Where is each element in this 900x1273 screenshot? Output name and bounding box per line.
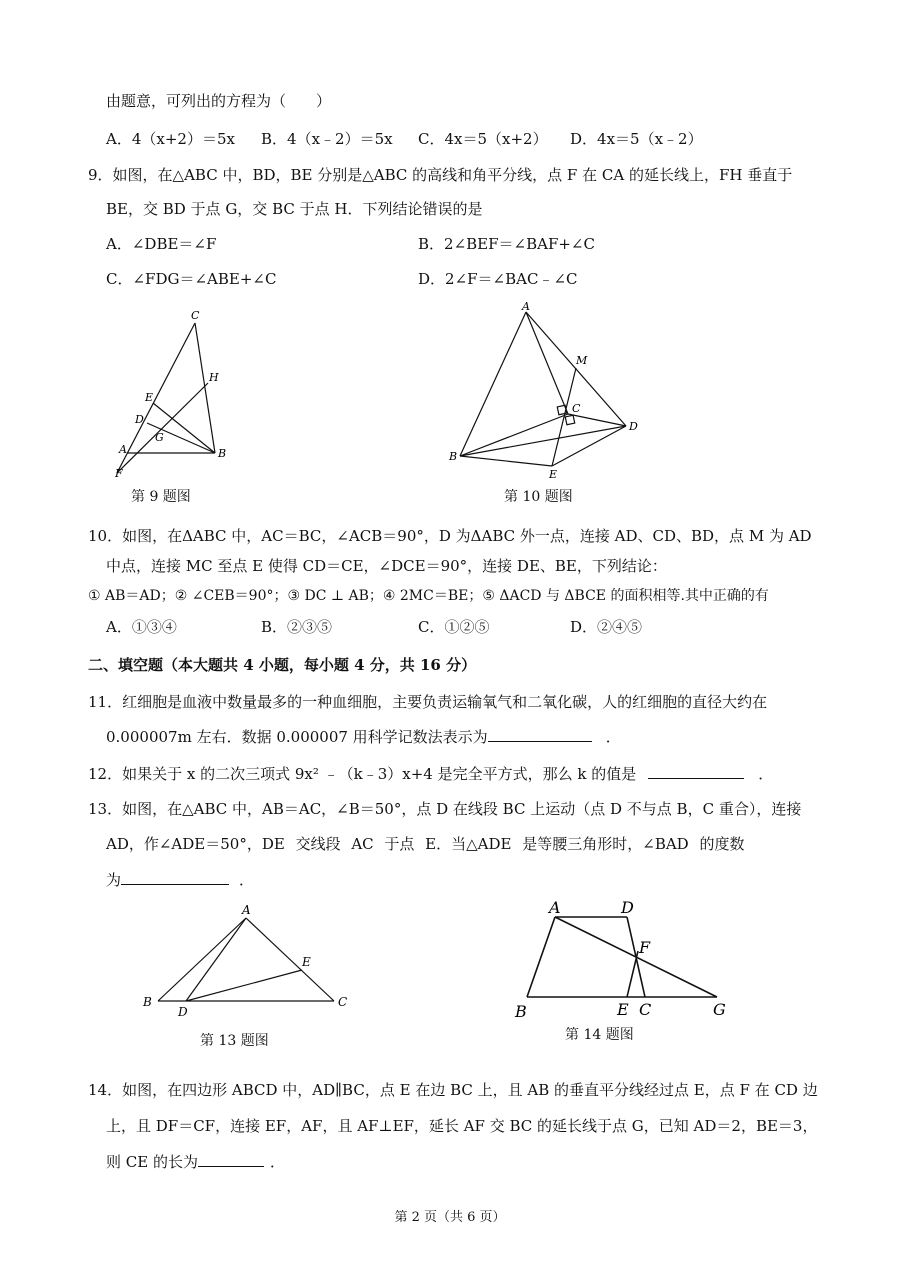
q10-option-b: B．②③⑤ bbox=[261, 618, 333, 636]
q13-line3: 为 ． bbox=[106, 871, 255, 889]
q14-point-g: G bbox=[713, 1000, 726, 1019]
q9-line-cb bbox=[195, 323, 215, 453]
q9-point-c: C bbox=[191, 309, 200, 322]
q12-line: 12．如果关于 x 的二次三项式 9x² ﹣（k﹣3）x+4 是完全平方式，那么 k 的值是 ． bbox=[88, 765, 774, 783]
q14-answer-blank[interactable] bbox=[198, 1152, 264, 1167]
q10-line-be bbox=[460, 456, 552, 466]
q9-point-e: E bbox=[145, 391, 154, 404]
q10-line-bd bbox=[460, 426, 626, 456]
q10-point-m: M bbox=[576, 354, 588, 367]
q14-line1: 14．如图，在四边形 ABCD 中，AD∥BC，点 E 在边 BC 上，且 AB 的垂直平分线经过点 E，点 F 在 CD 边 bbox=[88, 1081, 818, 1099]
q10-point-d: D bbox=[629, 420, 638, 433]
q11-line1: 11．红细胞是血液中数量最多的一种血细胞，主要负责运输氧气和二氧化碳，人的红细胞的直径大约在 bbox=[88, 693, 768, 711]
q14-line2: 上，且 DF＝CF，连接 EF，AF，且 AF⊥EF，延长 AF 交 BC 的延长线于点 G，已知 AD＝2，BE＝3， bbox=[106, 1117, 818, 1135]
q13-point-c: C bbox=[338, 995, 348, 1009]
q9-caption: 第 9 题图 bbox=[131, 489, 191, 505]
q9-point-b: B bbox=[218, 447, 227, 460]
q13-caption: 第 13 题图 bbox=[200, 1033, 269, 1049]
page-footer: 第 2 页（共 6 页） bbox=[394, 1210, 506, 1225]
q14-point-c: C bbox=[639, 1000, 652, 1019]
q14-point-a: A bbox=[549, 898, 561, 917]
q10-option-d: D．②④⑤ bbox=[570, 618, 643, 636]
q14-line-ab bbox=[527, 917, 555, 997]
q9-line1: 9．如图，在△ABC 中，BD，BE 分别是△ABC 的高线和角平分线，点 F 在 CA 的延长线上，FH 垂直于 bbox=[88, 166, 793, 184]
q14-line3: 则 CE 的长为 ． bbox=[106, 1153, 285, 1171]
q9-point-d: D bbox=[135, 413, 144, 426]
section-title: 二、填空题（本大题共 4 小题，每小题 4 分，共 16 分） bbox=[88, 656, 477, 674]
q10-point-c: C bbox=[572, 402, 581, 415]
q8-option-b: B．4（x﹣2）＝5x bbox=[261, 130, 393, 148]
q14-line-fe bbox=[627, 951, 638, 997]
q9-line2: BE，交 BD 于点 G，交 BC 于点 H．下列结论错误的是 bbox=[106, 200, 483, 218]
q9-point-a: A bbox=[119, 443, 127, 456]
q11-line2: 0.000007m 左右．数据 0.000007 用科学记数法表示为 ． bbox=[106, 728, 621, 746]
q13-point-b: B bbox=[143, 995, 152, 1009]
q9-option-a: A．∠DBE＝∠F bbox=[106, 235, 217, 253]
q9-option-d: D．2∠F＝∠BAC﹣∠C bbox=[418, 270, 578, 288]
q13-line2: AD，作∠ADE＝50°，DE 交线段 AC 于点 E．当△ADE 是等腰三角形时，∠BAD 的度数 bbox=[106, 835, 745, 853]
q13-point-a: A bbox=[242, 903, 251, 917]
q10-line1: 10．如图，在ΔABC 中，AC＝BC，∠ACB＝90°，D 为ΔABC 外一点，连接 AD、CD、BD，点 M 为 AD bbox=[88, 527, 812, 545]
q10-point-b: B bbox=[449, 450, 458, 463]
q11-answer-blank[interactable] bbox=[488, 727, 592, 742]
q10-line-de bbox=[552, 426, 626, 466]
q8-option-d: D．4x＝5（x﹣2） bbox=[570, 130, 703, 148]
q10-line3: ① AB＝AD；② ∠CEB＝90°；③ DC ⊥ AB；④ 2MC＝BE；⑤ ΔACD 与 ΔBCE 的面积相等.其中正确的有 bbox=[88, 588, 769, 604]
q8-option-c: C．4x＝5（x+2） bbox=[418, 130, 548, 148]
q14-caption: 第 14 题图 bbox=[565, 1027, 634, 1043]
q10-option-c: C．①②⑤ bbox=[418, 618, 490, 636]
q13-figure bbox=[138, 900, 358, 1025]
q9-point-f: F bbox=[115, 467, 123, 480]
q9-option-b: B．2∠BEF＝∠BAF+∠C bbox=[418, 235, 595, 253]
q13-line-ac bbox=[246, 918, 334, 1001]
q14-point-d: D bbox=[621, 898, 634, 917]
q10-right-angle-2 bbox=[565, 415, 574, 424]
q13-answer-blank[interactable] bbox=[121, 870, 229, 885]
q10-option-a: A．①③④ bbox=[106, 618, 177, 636]
q10-figure bbox=[440, 300, 650, 485]
q9-point-h: H bbox=[209, 371, 219, 384]
q13-line1: 13．如图，在△ABC 中，AB＝AC，∠B＝50°，点 D 在线段 BC 上运动（点 D 不与点 B，C 重合），连接 bbox=[88, 800, 802, 818]
q9-figure bbox=[105, 305, 245, 480]
q13-point-e: E bbox=[302, 955, 311, 969]
q13-line-de bbox=[186, 970, 302, 1001]
q10-point-a: A bbox=[522, 300, 530, 313]
q10-line2: 中点，连接 MC 至点 E 使得 CD＝CE，∠DCE＝90°，连接 DE、BE，下列结论： bbox=[106, 557, 667, 575]
q12-answer-blank[interactable] bbox=[648, 764, 744, 779]
q9-line-fc bbox=[117, 323, 195, 473]
q10-point-e: E bbox=[549, 468, 558, 481]
q14-figure bbox=[505, 895, 745, 1025]
q9-option-c: C．∠FDG＝∠ABE+∠C bbox=[106, 270, 277, 288]
q13-point-d: D bbox=[178, 1005, 188, 1019]
q9-line-fh bbox=[117, 383, 208, 473]
q13-line-ad bbox=[186, 918, 246, 1001]
q10-caption: 第 10 题图 bbox=[504, 489, 573, 505]
q14-point-f: F bbox=[639, 938, 651, 957]
q8-stem: 由题意，可列出的方程为（ ） bbox=[106, 92, 332, 110]
q14-point-e: E bbox=[617, 1000, 629, 1019]
q10-line-ac bbox=[526, 312, 568, 414]
q14-point-b: B bbox=[515, 1002, 527, 1021]
q9-point-g: G bbox=[155, 431, 164, 444]
q8-option-a: A．4（x+2）＝5x bbox=[106, 130, 235, 148]
